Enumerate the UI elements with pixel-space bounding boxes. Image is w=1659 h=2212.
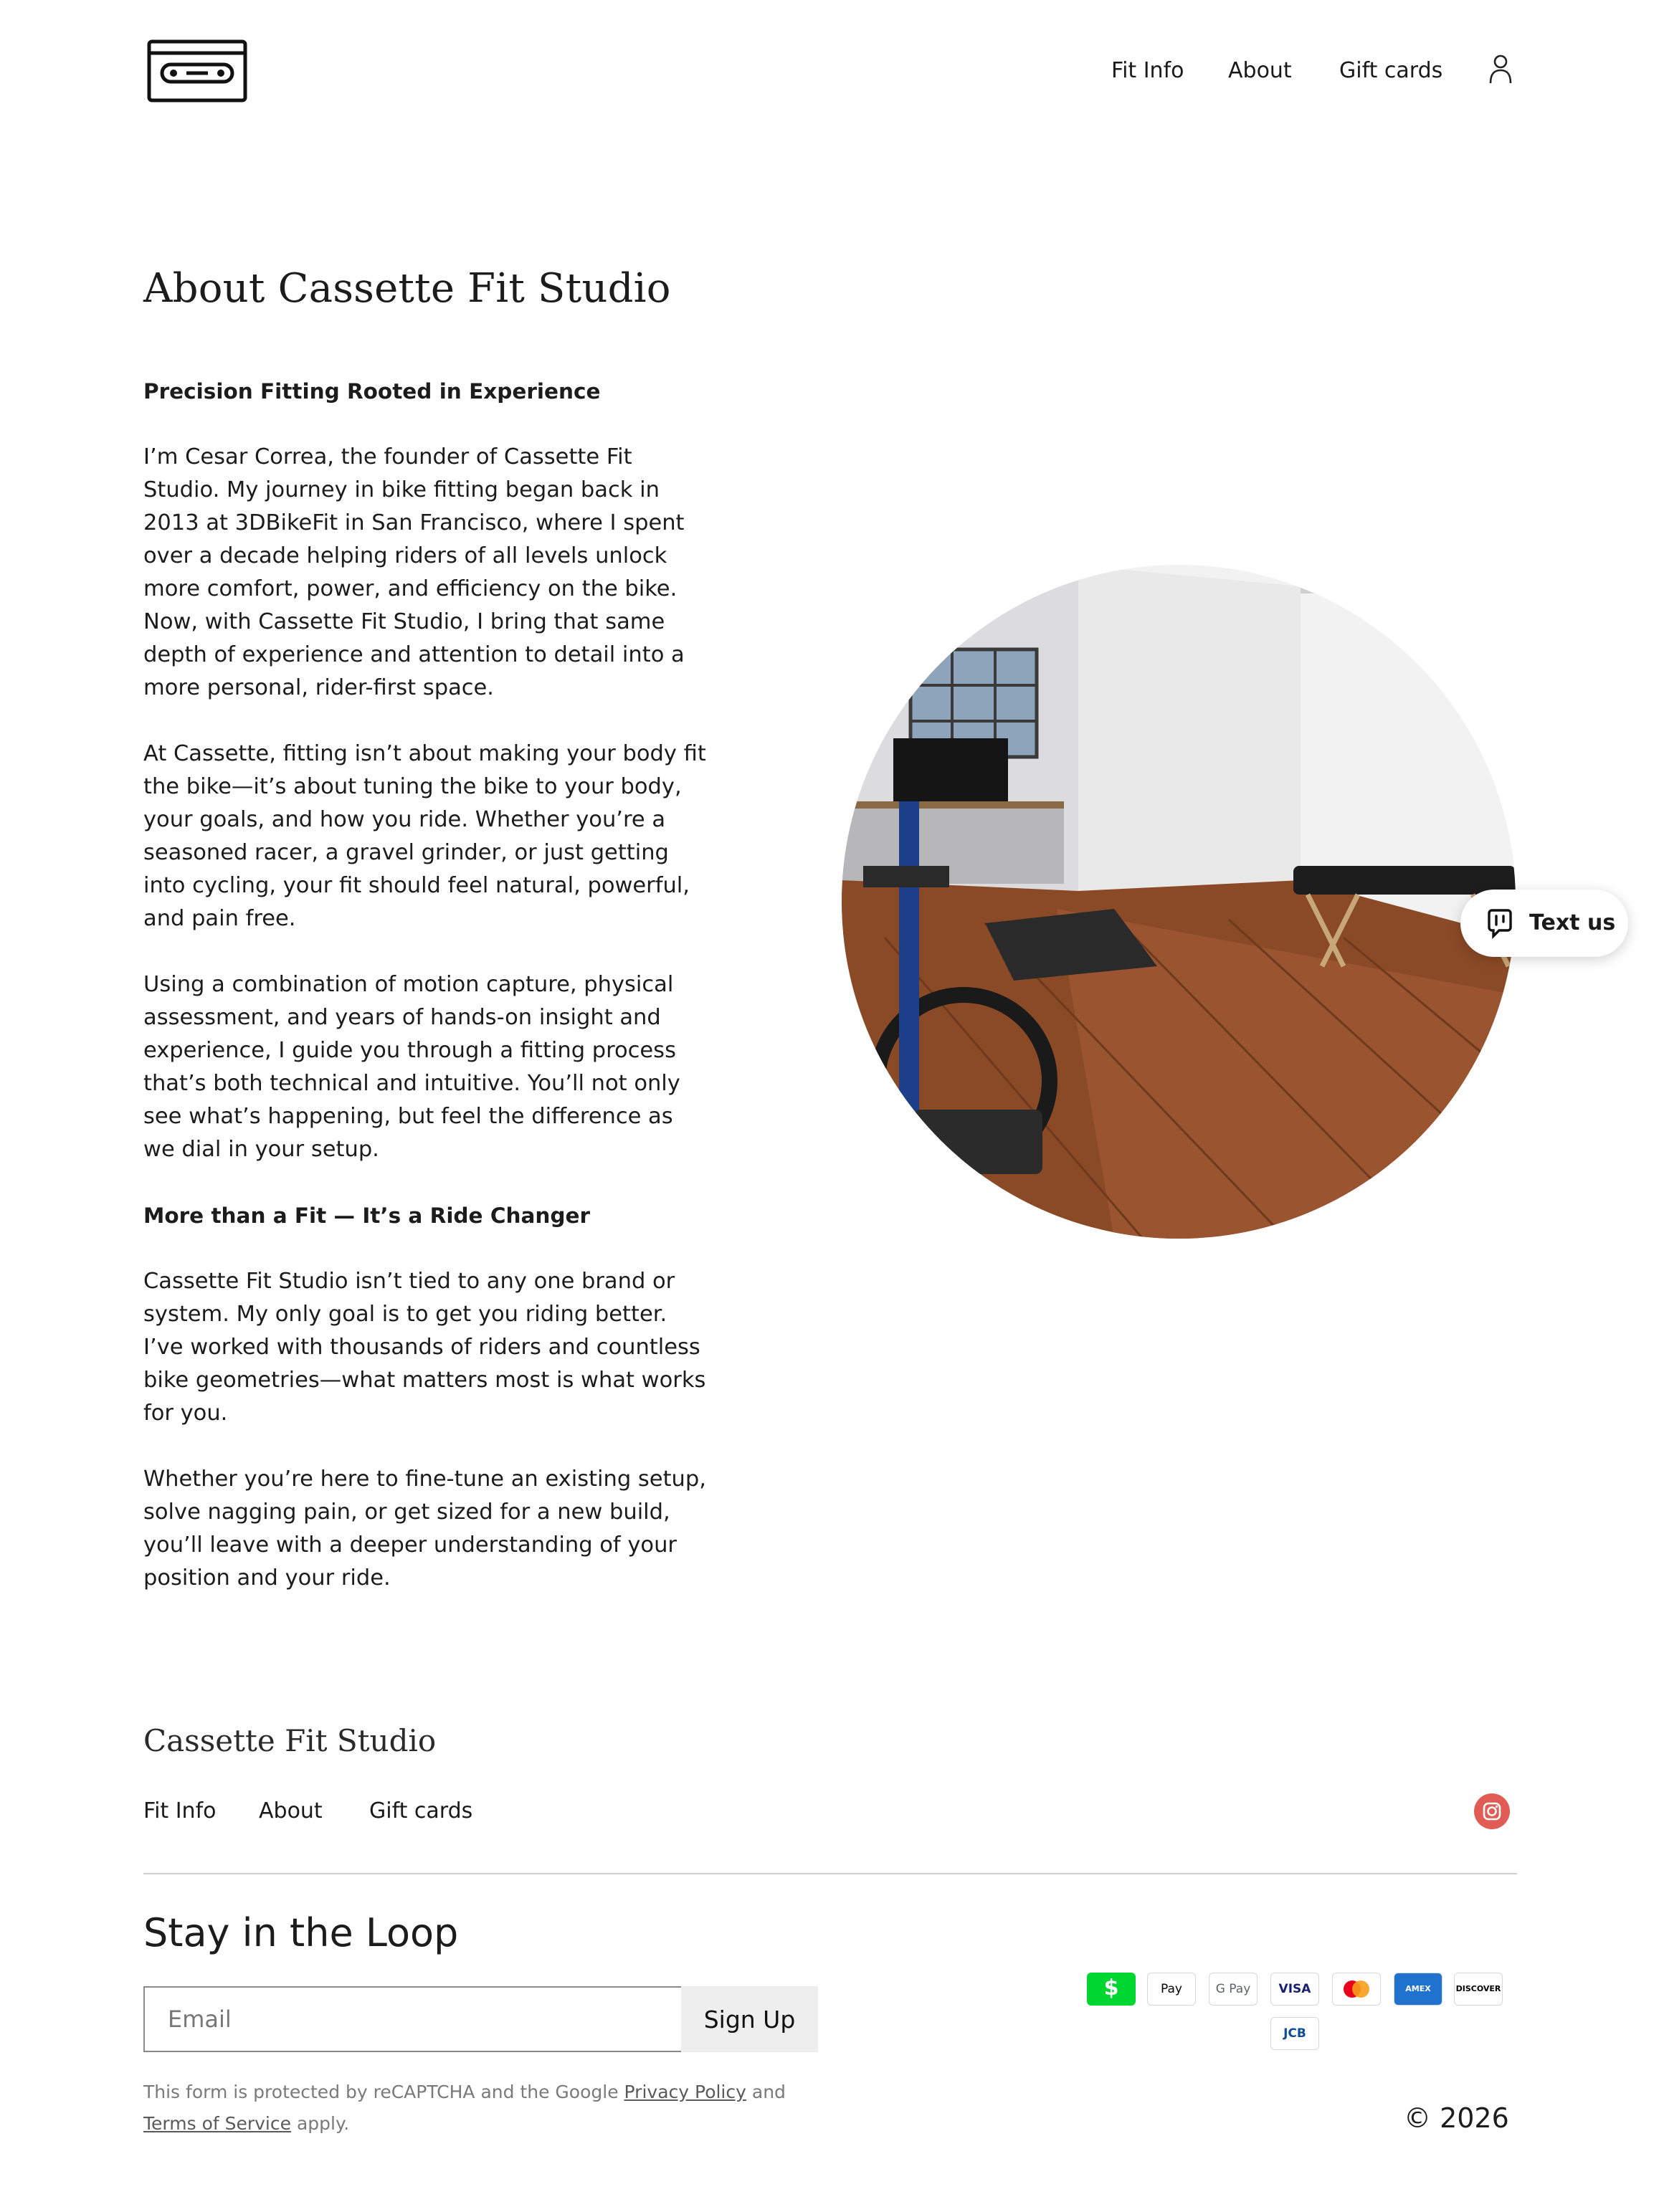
amex-icon: AMEX <box>1394 1973 1442 2006</box>
paragraph: Using a combination of motion capture, physical assessment, and years of hands-on insight and experience, I guide you through a fitting process that’s both technical and intuitive. You’ll not only see what’s happening, but feel the difference as we dial in your setup. <box>143 972 680 1162</box>
nav-fit-info[interactable]: Fit Info <box>1111 58 1184 83</box>
header-nav <box>0 54 1659 87</box>
user-icon[interactable] <box>1488 53 1513 86</box>
instagram-icon[interactable] <box>1474 1793 1510 1829</box>
section-heading: More than a Fit — It’s a Ride Changer <box>143 1203 591 1228</box>
recaptcha-notice <box>143 2077 832 2140</box>
page-title: About Cassette Fit Studio <box>143 265 671 312</box>
apple-pay-icon: Pay <box>1147 1973 1196 2006</box>
legal-text: and <box>746 2082 786 2102</box>
text-us-label: Text us <box>1529 910 1616 935</box>
legal-text: apply. <box>291 2113 350 2134</box>
nav-about[interactable]: About <box>1228 58 1292 83</box>
footer-nav-gift-cards[interactable]: Gift cards <box>369 1798 473 1824</box>
about-content <box>143 375 710 1628</box>
mastercard-icon <box>1332 1973 1381 2006</box>
google-pay-icon: G Pay <box>1209 1973 1258 2006</box>
paragraph: Whether you’re here to fine-tune an existing setup, solve nagging pain, or get sized for a new build, you’ll leave with a deeper understanding of your position and your ride. <box>143 1467 706 1591</box>
newsletter-title: Stay in the Loop <box>143 1910 459 1955</box>
terms-of-service-link[interactable]: Terms of Service <box>143 2113 292 2134</box>
legal-text: This form is protected by reCAPTCHA and the Google <box>143 2082 624 2102</box>
privacy-policy-link[interactable]: Privacy Policy <box>624 2082 746 2102</box>
paragraph: Cassette Fit Studio isn’t tied to any one brand or system. My only goal is to get you riding better. I’ve worked with thousands of riders and countless bike geometries—what matters most is what works for you. <box>143 1269 706 1426</box>
jcb-icon: JCB <box>1270 2017 1319 2050</box>
text-us-button[interactable] <box>1460 890 1628 957</box>
paragraph: At Cassette, fitting isn’t about making your body fit the bike—it’s about tuning the bike to your body, your goals, and how you ride. Whether you’re a seasoned racer, a gravel grinder, or just getting into cycling, your fit should feel natural, powerful, and pain free. <box>143 741 706 931</box>
chat-icon <box>1486 907 1513 940</box>
email-input[interactable] <box>143 1986 683 2052</box>
visa-icon: VISA <box>1270 1973 1319 2006</box>
paragraph: I’m Cesar Correa, the founder of Cassette Fit Studio. My journey in bike fitting began back in 2013 at 3DBikeFit in San Francisco, where I spent over a decade helping riders of all levels unlock more comfort, power, and efficiency on the bike. Now, with Cassette Fit Studio, I bring that same depth of experience and attention to detail into a more personal, rider-first space. <box>143 444 685 700</box>
footer-nav-fit-info[interactable]: Fit Info <box>143 1798 217 1824</box>
cash-app-icon: $ <box>1087 1973 1136 2006</box>
footer-nav-about[interactable]: About <box>259 1798 323 1824</box>
studio-photo <box>842 565 1516 1239</box>
section-heading: Precision Fitting Rooted in Experience <box>143 379 601 404</box>
footer-brand: Cassette Fit Studio <box>143 1723 437 1758</box>
discover-icon: DISCOVER <box>1454 1973 1503 2006</box>
footer-divider <box>143 1873 1517 1874</box>
sign-up-button[interactable]: Sign Up <box>681 1986 818 2052</box>
nav-gift-cards[interactable]: Gift cards <box>1339 58 1443 83</box>
copyright: © 2026 <box>1404 2102 1509 2134</box>
